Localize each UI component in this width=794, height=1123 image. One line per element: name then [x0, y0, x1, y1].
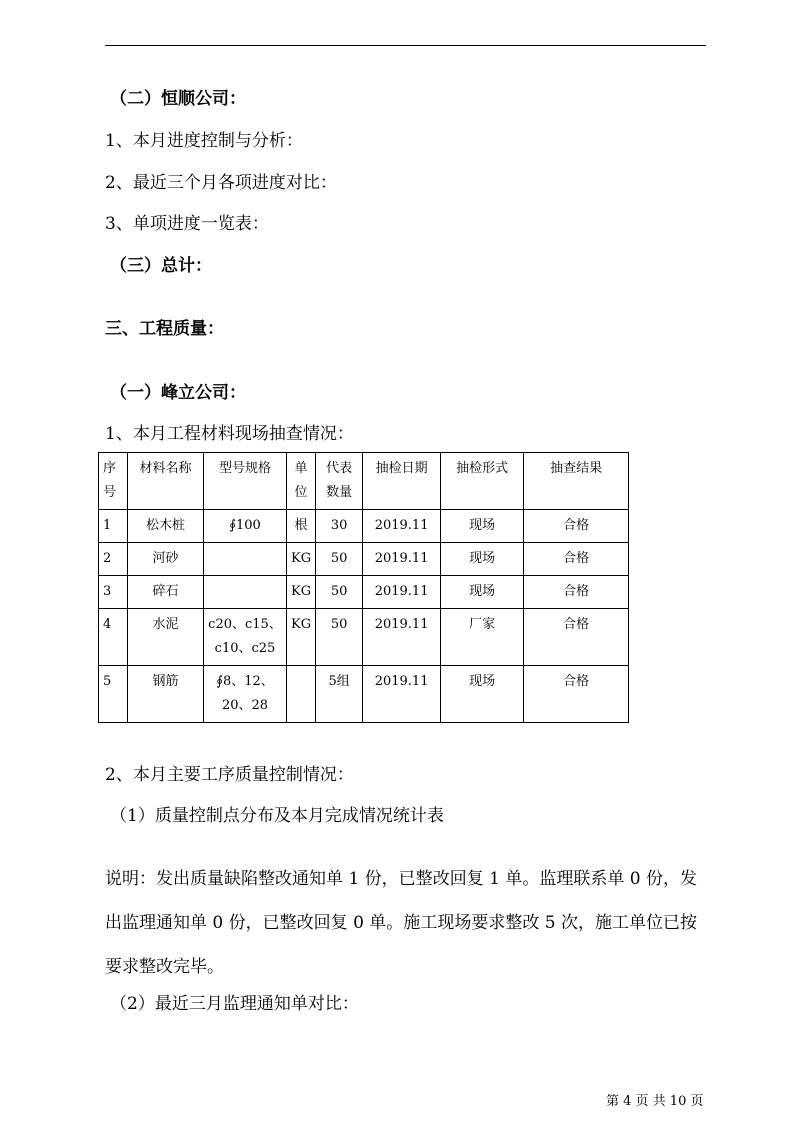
cell-form: 现场: [441, 666, 524, 723]
cell-form: 现场: [441, 510, 524, 543]
cell-name: 碎石: [128, 576, 204, 609]
cell-date: 2019.11: [363, 666, 441, 723]
page-number: 第 4 页 共 10 页: [606, 1094, 704, 1109]
header-cell: 型号规格: [204, 453, 287, 510]
cell-result: 合格: [524, 609, 629, 666]
header-cell: 抽检日期: [363, 453, 441, 510]
cell-form: 现场: [441, 576, 524, 609]
cell-form: 现场: [441, 543, 524, 576]
table-row: [99, 609, 629, 666]
cell-qty: 5组: [316, 666, 363, 723]
item-progress-control: 1、本月进度控制与分析：: [105, 131, 303, 151]
item-progress-compare: 2、最近三个月各项进度对比：: [105, 173, 337, 193]
cell-unit: 根: [287, 510, 316, 543]
cell-spec: ∮100: [204, 510, 287, 543]
cell-no: 3: [99, 576, 128, 609]
sub-heading-stat-table: （1）质量控制点分布及本月完成情况统计表: [110, 806, 444, 826]
cell-date: 2019.11: [363, 510, 441, 543]
cell-unit: KG: [287, 609, 316, 666]
cell-result: 合格: [524, 543, 629, 576]
cell-no: 1: [99, 510, 128, 543]
header-cell: 抽检形式: [441, 453, 524, 510]
header-cell: 序号: [99, 453, 128, 510]
cell-qty: 50: [316, 576, 363, 609]
cell-result: 合格: [524, 510, 629, 543]
cell-unit: KG: [287, 543, 316, 576]
cell-spec: c20、c15、c10、c25: [204, 609, 287, 666]
heading-hengshun: （二）恒顺公司：: [110, 89, 246, 109]
header-cell: 代表数量: [316, 453, 363, 510]
cell-result: 合格: [524, 576, 629, 609]
heading-quality: 三、工程质量：: [105, 319, 224, 339]
header-cell: 单位: [287, 453, 316, 510]
heading-fengli: （一）峰立公司：: [110, 383, 246, 403]
heading-total: （三）总计：: [110, 256, 212, 276]
cell-no: 5: [99, 666, 128, 723]
cell-name: 松木桩: [128, 510, 204, 543]
item-process-quality: 2、本月主要工序质量控制情况：: [105, 765, 354, 785]
cell-unit: [287, 666, 316, 723]
table-row: [99, 576, 629, 609]
cell-result: 合格: [524, 666, 629, 723]
cell-name: 河砂: [128, 543, 204, 576]
item-material-check: 1、本月工程材料现场抽查情况：: [105, 424, 354, 444]
material-table: [98, 452, 629, 723]
cell-name: 钢筋: [128, 666, 204, 723]
cell-spec: ∮8、12、20、28: [204, 666, 287, 723]
sub-heading-notice-compare: （2）最近三月监理通知单对比：: [110, 994, 359, 1014]
header-cell: 材料名称: [128, 453, 204, 510]
cell-date: 2019.11: [363, 543, 441, 576]
cell-date: 2019.11: [363, 576, 441, 609]
table-row: [99, 666, 629, 723]
cell-qty: 50: [316, 543, 363, 576]
item-progress-list: 3、单项进度一览表：: [105, 214, 269, 234]
table-header-row: [99, 453, 629, 510]
cell-spec: [204, 543, 287, 576]
note-paragraph: 说明：发出质量缺陷整改通知单 1 份，已整改回复 1 单。监理联系单 0 份，发出监理通知单 0 份，已整改回复 0 单。施工现场要求整改 5 次，施工单位已按要求整改完毕。: [105, 869, 697, 977]
header-rule: [105, 45, 706, 46]
table-row: [99, 543, 629, 576]
header-cell: 抽查结果: [524, 453, 629, 510]
table-row: [99, 510, 629, 543]
cell-name: 水泥: [128, 609, 204, 666]
cell-no: 2: [99, 543, 128, 576]
cell-spec: [204, 576, 287, 609]
cell-qty: 50: [316, 609, 363, 666]
cell-date: 2019.11: [363, 609, 441, 666]
cell-no: 4: [99, 609, 128, 666]
cell-qty: 30: [316, 510, 363, 543]
cell-form: 厂家: [441, 609, 524, 666]
cell-unit: KG: [287, 576, 316, 609]
